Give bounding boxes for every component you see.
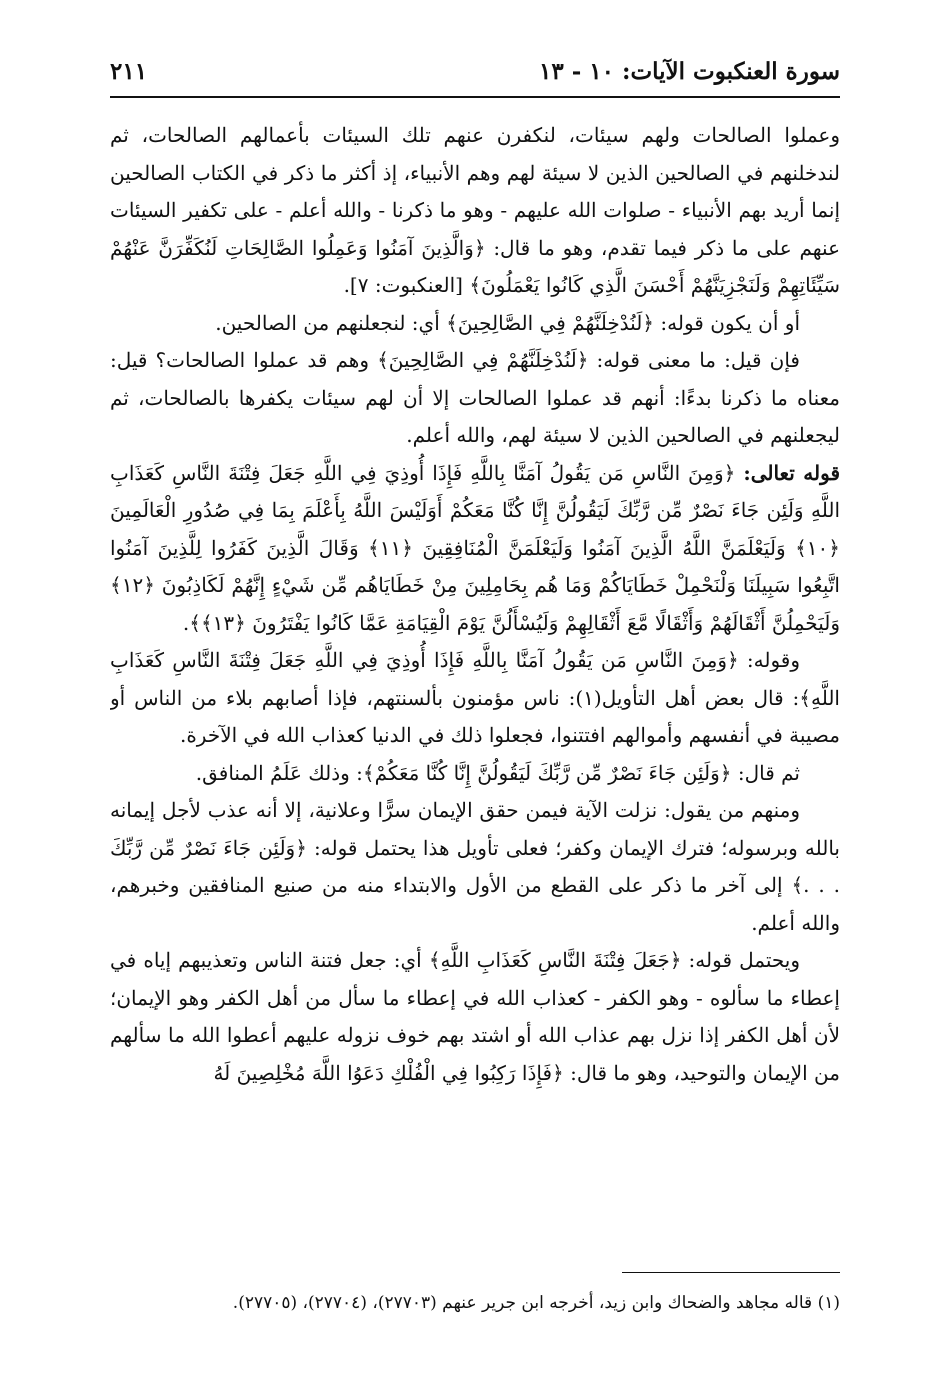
paragraph: فإن قيل: ما معنى قوله: ﴿لَنُدْخِلَنَّهُمْ فِي الصَّالِحِينَ﴾ وهم قد عملوا الصالحات؟ قيل: معناه ما ذكرنا بدءًا: أنهم قد عملوا الصالحات إلا أن لهم سيئات يكفرها بالصالحات، ثم ليجعلنهم في الصالحين الذين لا سيئة لهم، والله أعلم.: [110, 348, 840, 447]
paragraph: ثم قال: ﴿وَلَئِن جَاءَ نَصْرٌ مِّن رَّبِّكَ لَيَقُولُنَّ إِنَّا كُنَّا مَعَكُمْ﴾: وذلك عَلَمُ المنافق.: [195, 760, 800, 785]
verse-intro-label: قوله تعالى:: [743, 460, 840, 485]
running-title: سورة العنكبوت الآيات: ١٠ - ١٣: [538, 58, 840, 85]
paragraph: أو أن يكون قوله: ﴿لَنُدْخِلَنَّهُمْ فِي الصَّالِحِينَ﴾ أي: لنجعلنهم من الصالحين.: [215, 310, 800, 335]
verse-paragraph: [110, 455, 840, 643]
main-text: [110, 117, 840, 1257]
footnote-divider: [622, 1272, 840, 1273]
paragraph: وقوله: ﴿وَمِنَ النَّاسِ مَن يَقُولُ آمَنَّا بِاللَّهِ فَإِذَا أُوذِيَ فِي اللَّهِ جَعَلَ فِتْنَةَ النَّاسِ كَعَذَابِ اللَّهِ﴾: قال بعض أهل التأويل(١): ناس مؤمنون بألسنتهم، فإذا أصابهم بلاء من الناس أو مصيبة في أنفسهم وأموالهم افتتنوا، فجعلوا ذلك في الدنيا كعذاب الله في الآخرة.: [110, 648, 840, 747]
page-number: ٢١١: [110, 58, 148, 85]
quran-verses: ﴿وَمِنَ النَّاسِ مَن يَقُولُ آمَنَّا بِاللَّهِ فَإِذَا أُوذِيَ فِي اللَّهِ جَعَلَ فِتْنَةَ النَّاسِ كَعَذَابِ اللَّهِ وَلَئِن جَاءَ نَصْرٌ مِّن رَّبِّكَ لَيَقُولُنَّ إِنَّا كُنَّا مَعَكُمْ أَوَلَيْسَ اللَّهُ بِأَعْلَمَ بِمَا فِي صُدُورِ الْعَالَمِينَ ﴿١٠﴾ وَلَيَعْلَمَنَّ اللَّهُ الَّذِينَ آمَنُوا وَلَيَعْلَمَنَّ الْمُنَافِقِينَ ﴿١١﴾ وَقَالَ الَّذِينَ كَفَرُوا لِلَّذِينَ آمَنُوا اتَّبِعُوا سَبِيلَنَا وَلْنَحْمِلْ خَطَايَاكُمْ وَمَا هُم بِحَامِلِينَ مِنْ خَطَايَاهُم مِّن شَيْءٍ إِنَّهُمْ لَكَاذِبُونَ ﴿١٢﴾ وَلَيَحْمِلُنَّ أَثْقَالَهُمْ وَأَثْقَالًا مَّعَ أَثْقَالِهِمْ وَلَيُسْأَلُنَّ يَوْمَ الْقِيَامَةِ عَمَّا كَانُوا يَفْتَرُونَ ﴿١٣﴾﴾.: [110, 460, 840, 635]
header-divider: [110, 96, 840, 98]
paragraph: ويحتمل قوله: ﴿جَعَلَ فِتْنَةَ النَّاسِ كَعَذَابِ اللَّهِ﴾ أي: جعل فتنة الناس وتعذيبهم إياه في إعطاء ما سألوه - وهو الكفر - كعذاب الله في إعطاء ما سأل من أهل الكفر وهو الإيمان؛ لأن أهل الكفر إذا نزل بهم عذاب الله أو اشتد بهم خوف نزوله عليهم أعطوا الله ما سألهم من الإيمان والتوحيد، وهو ما قال: ﴿فَإِذَا رَكِبُوا فِي الْفُلْكِ دَعَوُا اللَّهَ مُخْلِصِينَ لَهُ: [110, 948, 840, 1085]
paragraph: وعملوا الصالحات ولهم سيئات، لنكفرن عنهم تلك السيئات بأعمالهم الصالحات، ثم لندخلنهم في الصالحين الذين لا سيئة لهم وهم الأنبياء، إذ أكثر ما ذكر في الكتاب الصالحين إنما أريد بهم الأنبياء - صلوات الله عليهم - وهو ما ذكرنا - والله أعلم - على تكفير السيئات عنهم على ما ذكر فيما تقدم، وهو ما قال: ﴿وَالَّذِينَ آمَنُوا وَعَمِلُوا الصَّالِحَاتِ لَنُكَفِّرَنَّ عَنْهُمْ سَيِّئَاتِهِمْ وَلَنَجْزِيَنَّهُمْ أَحْسَنَ الَّذِي كَانُوا يَعْمَلُونَ﴾ [العنكبوت: ٧].: [110, 123, 840, 297]
footnote: (١) قاله مجاهد والضحاك وابن زيد، أخرجه ابن جرير عنهم (٢٧٧٠٣)، (٢٧٧٠٤)، (٢٧٧٠٥).: [232, 1293, 840, 1313]
paragraph: ومنهم من يقول: نزلت الآية فيمن حقق الإيمان سرًّا وعلانية، إلا أنه عذب لأجل إيمانه بالله وبرسوله؛ فترك الإيمان وكفر؛ فعلى تأويل هذا يحتمل قوله: ﴿وَلَئِن جَاءَ نَصْرٌ مِّن رَّبِّكَ . . .﴾ إلى آخر ما ذكر على القطع من الأول والابتداء منه من صنيع المنافقين وخبرهم، والله أعلم.: [110, 798, 840, 935]
page-header: [110, 52, 840, 96]
